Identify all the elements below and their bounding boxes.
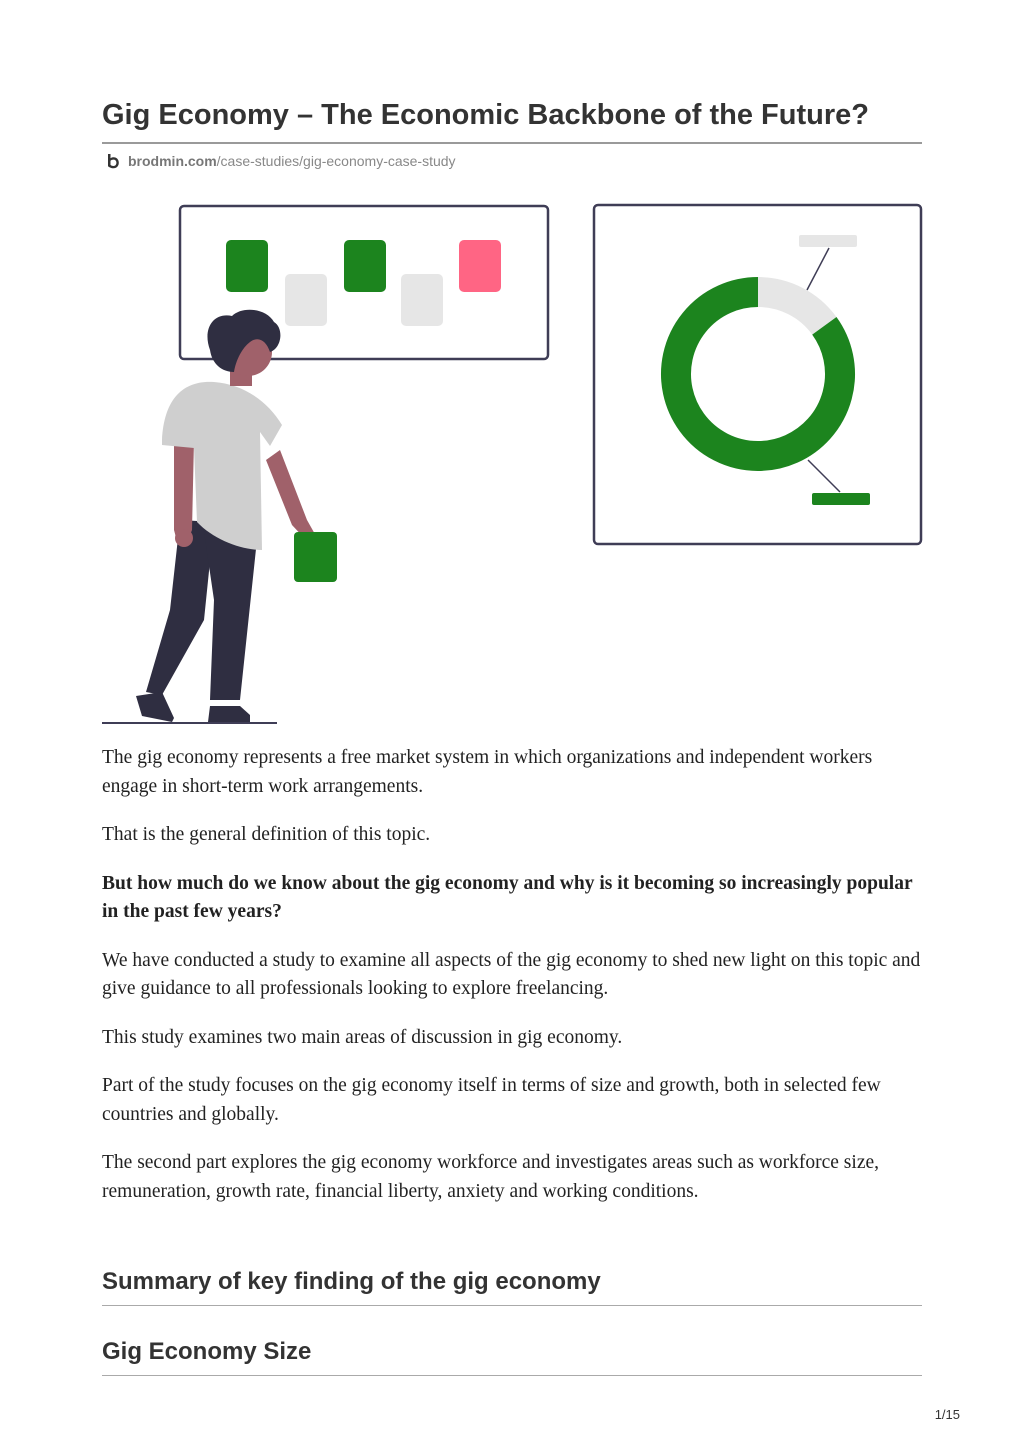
person-looking-at-charts-illustration bbox=[102, 200, 926, 730]
person-figure bbox=[102, 310, 337, 723]
paragraph: We have conducted a study to examine all aspects of the gig economy to shed new light on this topic and give guidance to all professionals looking to explore freelancing. bbox=[102, 949, 921, 999]
donut-board bbox=[594, 205, 921, 544]
source-path: /case-studies/gig-economy-case-study bbox=[216, 153, 456, 169]
title-divider bbox=[102, 142, 922, 144]
green-card bbox=[344, 240, 386, 292]
section-divider bbox=[102, 1375, 922, 1376]
green-card bbox=[226, 240, 268, 292]
paragraph: This study examines two main areas of discussion in gig economy. bbox=[102, 1026, 623, 1048]
article-body bbox=[102, 744, 924, 1226]
paragraph: Part of the study focuses on the gig economy itself in terms of size and growth, both in selected few countries and globally. bbox=[102, 1075, 881, 1125]
page-number: 1/15 bbox=[934, 1407, 960, 1422]
source-link[interactable] bbox=[106, 151, 456, 171]
paragraph-bold: But how much do we know about the gig economy and why is it becoming so increasingly popular in the past few years? bbox=[102, 872, 913, 922]
green-card bbox=[294, 532, 337, 582]
label-placeholder-top bbox=[799, 235, 857, 247]
source-domain: brodmin.com bbox=[128, 153, 217, 169]
label-placeholder-bottom bbox=[812, 493, 870, 505]
paragraph: The gig economy represents a free market system in which organizations and independent workers engage in short-term work arrangements. bbox=[102, 747, 873, 797]
section-heading-summary: Summary of key finding of the gig economy bbox=[102, 1268, 601, 1295]
page-title: Gig Economy – The Economic Backbone of the Future? bbox=[102, 99, 869, 131]
brodmin-b-icon bbox=[106, 153, 120, 169]
paragraph: The second part explores the gig economy workforce and investigates areas such as workforce size, remuneration, growth rate, financial liberty, anxiety and working conditions. bbox=[102, 1152, 880, 1202]
gray-card bbox=[285, 274, 327, 326]
section-divider bbox=[102, 1305, 922, 1306]
paragraph: That is the general definition of this topic. bbox=[102, 824, 431, 845]
gray-card bbox=[401, 274, 443, 326]
section-heading-size: Gig Economy Size bbox=[102, 1338, 312, 1365]
pink-card bbox=[459, 240, 501, 292]
